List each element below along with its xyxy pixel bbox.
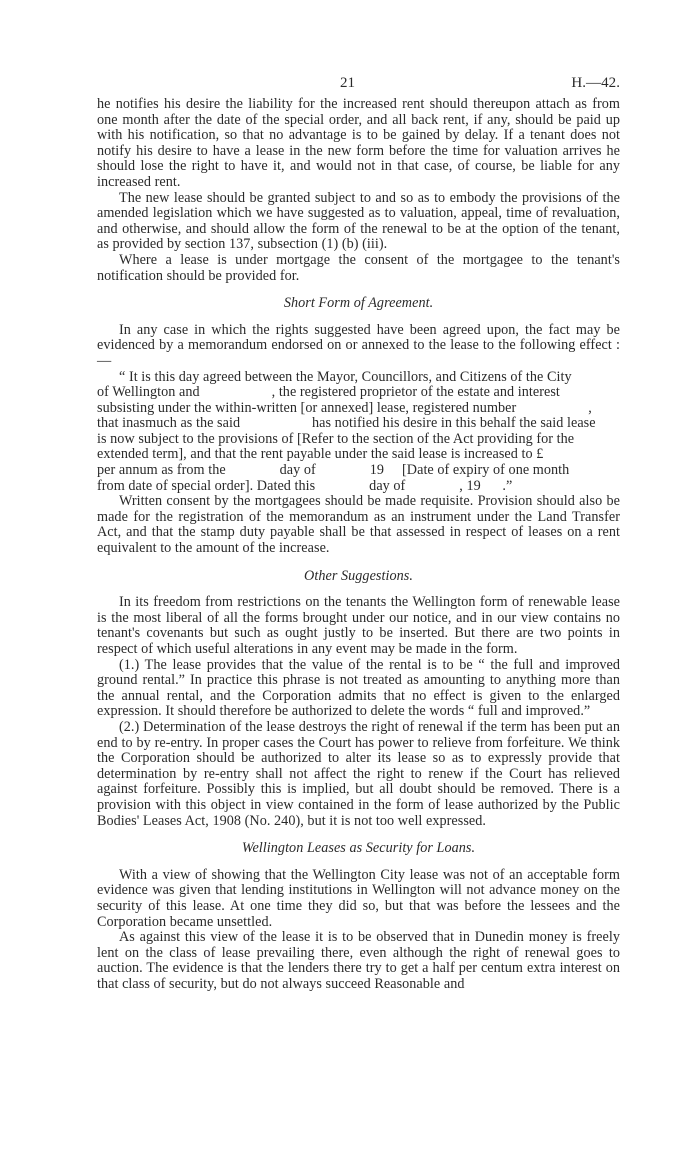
short-form-section xyxy=(97,296,620,557)
paragraph: In its freedom from restrictions on the tenants the Wellington form of renewable lease is the most liberal of all the forms brought under our notice, and in our view contains no tenant's covenants but such as ought justly to be inserted. But there are two points in respect of which useful alterations in any event may be made in the form. xyxy=(97,594,620,657)
section-heading: Short Form of Agreement. xyxy=(283,295,434,312)
paragraph: With a view of showing that the Wellington City lease was not of an acceptable form evidence was given that lending institutions in Wellington will not advance money on the security of this lease. At one time they did so, but that was before the lessees and the Corporation became unsettled. xyxy=(97,866,620,930)
paragraph: As against this view of the lease it is to be observed that in Dunedin money is freely lent on the class of lease prevailing there, even although the right of renewal goes to auction. The evidence is that the lenders there try to get a half per centum extra interest on that class of security, but do not always succeed Reasonable and xyxy=(97,929,620,992)
agreement-line: from date of special order]. Dated this day of , 19 .” xyxy=(97,477,513,494)
intro-section xyxy=(97,97,620,284)
agreement-line: of Wellington and , the registered proprietor of the estate and interest xyxy=(97,384,560,401)
paragraph: Where a lease is under mortgage the consent of the mortgagee to the tenant's notification should be provided for. xyxy=(97,251,620,284)
paragraph: (2.) Determination of the lease destroys the right of renewal if the term has been put an end to by re-entry. In proper cases the Court has power to relieve from forfeiture. We think the Corporation should be authorized to alter its lease so as to expressly provide that determination by re-entry shall not affect the right to renew if the Court has relieved against forfeiture. Possibly this is implied, but all doubt should be removed. There is a provision with this object in view contained in the form of lease authorized by the Public Bodies' Leases Act, 1908 (No. 240), but it is not too well expressed. xyxy=(97,718,620,829)
paragraph: The new lease should be granted subject to and so as to embody the provisions of the amended legislation which we have suggested as to valuation, appeal, time of revaluation, and otherwise, and should allow the form of the renewal to be at the option of the tenant, as provided by section 137, subsection (1) (b) (iii). xyxy=(97,189,620,253)
agreement-line: is now subject to the provisions of [Refer to the section of the Act providing for the xyxy=(97,430,575,447)
section-heading: Other Suggestions. xyxy=(304,567,413,584)
document-body xyxy=(97,97,620,992)
page-header xyxy=(97,76,620,94)
paragraph: he notifies his desire the liability for the increased rent should thereupon attach as from one month after the date of the special order, and all back rent, if any, should be paid up with his notification, so that no advantage is to be gained by delay. If a tenant does not notify his desire to have a lease in the new form before the time for valuation arrives he should lose the right to have it, and would not in that case, of course, be liable for any increased rent. xyxy=(97,96,620,190)
agreement-line: per annum as from the day of 19 [Date of expiry of one month xyxy=(97,462,570,479)
agreement-line: subsisting under the within-written [or annexed] lease, registered number , xyxy=(97,399,592,416)
paragraph: (1.) The lease provides that the value of the rental is to be “ the full and improved ground rental.” In practice this phrase is not treated as amounting to anything more than the annual rental, and the Corporation admits that no effect is given to the enlarged expression. It should therefore be authorized to delete the words “ full and improved.” xyxy=(97,656,620,720)
agreement-line: that inasmuch as the said has notified his desire in this behalf the said lease xyxy=(97,415,596,432)
agreement-line: “ It is this day agreed between the Mayor, Councillors, and Citizens of the City xyxy=(119,368,572,385)
paragraph: Written consent by the mortgagees should be made requisite. Provision should also be made for the registration of the memorandum as an instrument under the Land Transfer Act, and that the stamp duty payable shall be that assessed in respect of leases on a rent equivalent to the amount of the increase. xyxy=(97,493,620,557)
document-reference: H.—42. xyxy=(571,75,620,91)
paragraph: In any case in which the rights suggested have been agreed upon, the fact may be evidenced by a memorandum endorsed on or annexed to the lease to the following effect :— xyxy=(97,321,620,369)
agreement-memorandum xyxy=(97,370,620,495)
other-suggestions-section xyxy=(97,569,620,830)
agreement-line: extended term], and that the rent payable under the said lease is increased to £ xyxy=(97,446,544,463)
page-number: 21 xyxy=(340,75,356,91)
wellington-leases-section xyxy=(97,841,620,992)
section-heading: Wellington Leases as Security for Loans. xyxy=(241,840,476,857)
